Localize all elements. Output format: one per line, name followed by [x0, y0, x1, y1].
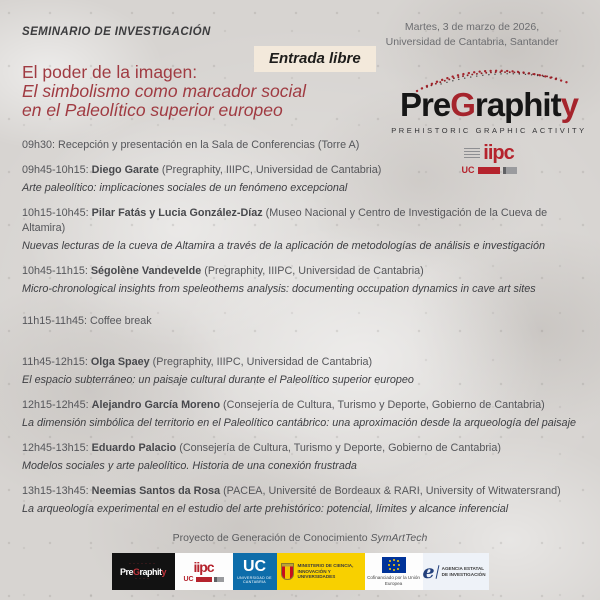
logo-subtitle: PREHISTORIC GRAPHIC ACTIVITY: [391, 126, 587, 135]
project-credit: [0, 532, 600, 544]
session-affiliation: (Pregraphity, IIIPC, Universidad de Cantabria): [149, 356, 373, 368]
session-line: [22, 264, 592, 279]
iipc-wordmark: iipc: [193, 558, 214, 575]
session-affiliation: Coffee break: [90, 315, 152, 327]
session-speaker: Eduardo Palacio: [91, 442, 177, 454]
aei-e-icon: e: [422, 560, 435, 583]
poster-title: [22, 62, 306, 120]
session-affiliation: Recepción y presentación en la Sala de Conferencias (Torre A): [58, 139, 360, 151]
session-talk-title: La dimensión simbólica del territorio en el Paleolítico cantábrico: una aproximación desde la arqueología del paisaje: [22, 417, 576, 429]
session-affiliation: (Consejería de Cultura, Turismo y Deporte, Gobierno de Cantabria): [176, 442, 501, 454]
uc-mini-label: UC: [461, 165, 475, 175]
uc-wordmark: UC: [242, 558, 267, 575]
project-prefix: Proyecto de Generación de Conocimiento: [172, 532, 371, 544]
pregraphity-footer-logo: [112, 553, 175, 590]
session-time: 12h15-12h45:: [22, 399, 92, 411]
eu-label: Cofinanciado por la Unión Europea: [367, 575, 420, 586]
flag-chip-icon: [214, 577, 224, 582]
session-affiliation: (Pregraphity, IIIPC, Universidad de Cantabria): [158, 164, 382, 176]
session-line: [22, 484, 592, 499]
project-name: SymArtTech: [370, 532, 428, 544]
iipc-footer-logo: [175, 553, 233, 590]
session-line: [22, 398, 592, 413]
session-talk-title: La arqueología experimental en el estudio del arte prehistórico: potencial, límites y alcance inferencial: [22, 503, 509, 515]
wordmark-part: G: [132, 566, 140, 577]
ministry-footer-logo: [277, 553, 365, 590]
aei-footer-logo: [423, 553, 489, 590]
session-line: [22, 355, 592, 370]
eu-flag-icon: [382, 557, 406, 573]
session-line: [22, 206, 592, 236]
session-speaker: Neemias Santos da Rosa: [91, 485, 221, 497]
session-time: 10h15-10h45:: [22, 207, 92, 219]
session-line: [22, 314, 592, 329]
wordmark-part: Pre: [400, 86, 451, 123]
red-chip-icon: [196, 577, 212, 582]
wordmark-part: y: [161, 566, 167, 577]
free-entry-badge: Entrada libre: [254, 46, 376, 72]
session-affiliation: (Museo Nacional y Centro de Investigación de la Cueva de Altamira): [22, 207, 548, 234]
aei-label: AGENCIA ESTATAL DE INVESTIGACIÓN: [441, 566, 486, 577]
pregraphity-wordmark: [388, 88, 590, 122]
aei-bar-icon: [435, 565, 439, 579]
spain-coat-of-arms-icon: [281, 563, 294, 580]
session-talk-title: Micro-chronological insights from speleothems analysis: documenting occupation dynamics in cave art sites: [22, 283, 536, 295]
session-talk-title: Arte paleolítico: implicaciones sociales de un fenómeno excepcional: [22, 182, 348, 194]
session-row: [22, 314, 592, 329]
iipc-wordmark: iipc: [483, 142, 514, 164]
wordmark-part: Pre: [119, 566, 133, 577]
ministry-label: MINISTERIO DE CIENCIA, INNOVACIÓN Y UNIVERSIDADES: [297, 563, 354, 580]
series-label: SEMINARIO DE INVESTIGACIÓN: [22, 26, 211, 38]
session-line: [22, 163, 592, 178]
title-line-2: El simbolismo como marcador social: [22, 81, 306, 101]
title-line-1: El poder de la imagen:: [22, 62, 198, 82]
session-line: [22, 441, 592, 456]
event-date: Martes, 3 de marzo de 2026,: [404, 21, 540, 33]
session-time: 13h15-13h45:: [22, 485, 92, 497]
pregraphity-mini-wordmark: [120, 567, 166, 577]
schedule: [22, 138, 592, 527]
footer: [0, 532, 600, 590]
session-time: 09h45-10h15:: [22, 164, 92, 176]
session-speaker: Pilar Fatás y Lucia González-Díaz: [91, 207, 263, 219]
session-affiliation: (Pregraphity, IIIPC, Universidad de Cantabria): [201, 265, 424, 277]
wordmark-part: raphit: [474, 86, 561, 123]
session-speaker: Ségolène Vandevelde: [90, 265, 202, 277]
title-line-3: en el Paleolítico superior europeo: [22, 100, 283, 120]
session-affiliation: (Consejería de Cultura, Turismo y Deporte, Gobierno de Cantabria): [220, 399, 545, 411]
session-row: [22, 163, 592, 196]
session-row: [22, 264, 592, 297]
session-row: [22, 398, 592, 431]
uc-footer-logo: [233, 553, 277, 590]
session-time: 11h15-11h45:: [22, 315, 91, 327]
wordmark-part: raphit: [139, 566, 162, 577]
session-talk-title: Modelos sociales y arte paleolítico. Historia de una conexión frustrada: [22, 460, 357, 472]
dots-decoration: ····: [135, 575, 151, 582]
session-time: 11h45-12h15:: [22, 356, 91, 368]
session-time: 10h45-11h15:: [22, 265, 91, 277]
session-speaker: Alejandro García Moreno: [91, 399, 221, 411]
session-line: [22, 138, 592, 153]
session-row: [22, 441, 592, 474]
uc-label: UNIVERSIDAD DE CANTABRIA: [237, 576, 272, 584]
wordmark-part: G: [450, 86, 475, 123]
session-row: [22, 355, 592, 388]
session-row: [22, 138, 592, 153]
session-row: [22, 206, 592, 254]
session-time: 12h45-13h15:: [22, 442, 92, 454]
session-speaker: Olga Spaey: [90, 356, 150, 368]
wordmark-part: y: [560, 86, 578, 123]
uc-mini-label: UC: [183, 575, 194, 583]
session-affiliation: (PACEA, Université de Bordeaux & RARI, University of Witwatersrand): [220, 485, 561, 497]
event-date-location: [362, 20, 582, 50]
event-location: Universidad de Cantabria, Santander: [385, 36, 559, 48]
dots-decoration: ·······: [129, 560, 157, 567]
session-talk-title: El espacio subterráneo: un paisaje cultural durante el Paleolítico superior europeo: [22, 374, 414, 386]
session-talk-title: Nuevas lecturas de la cueva de Altamira a través de la aplicación de metodologías de análisis e investigación: [22, 240, 545, 252]
session-time: 09h30:: [22, 139, 59, 151]
partner-logos: [0, 553, 600, 590]
eu-footer-logo: [365, 553, 423, 590]
session-speaker: Diego Garate: [91, 164, 159, 176]
session-row: [22, 484, 592, 517]
